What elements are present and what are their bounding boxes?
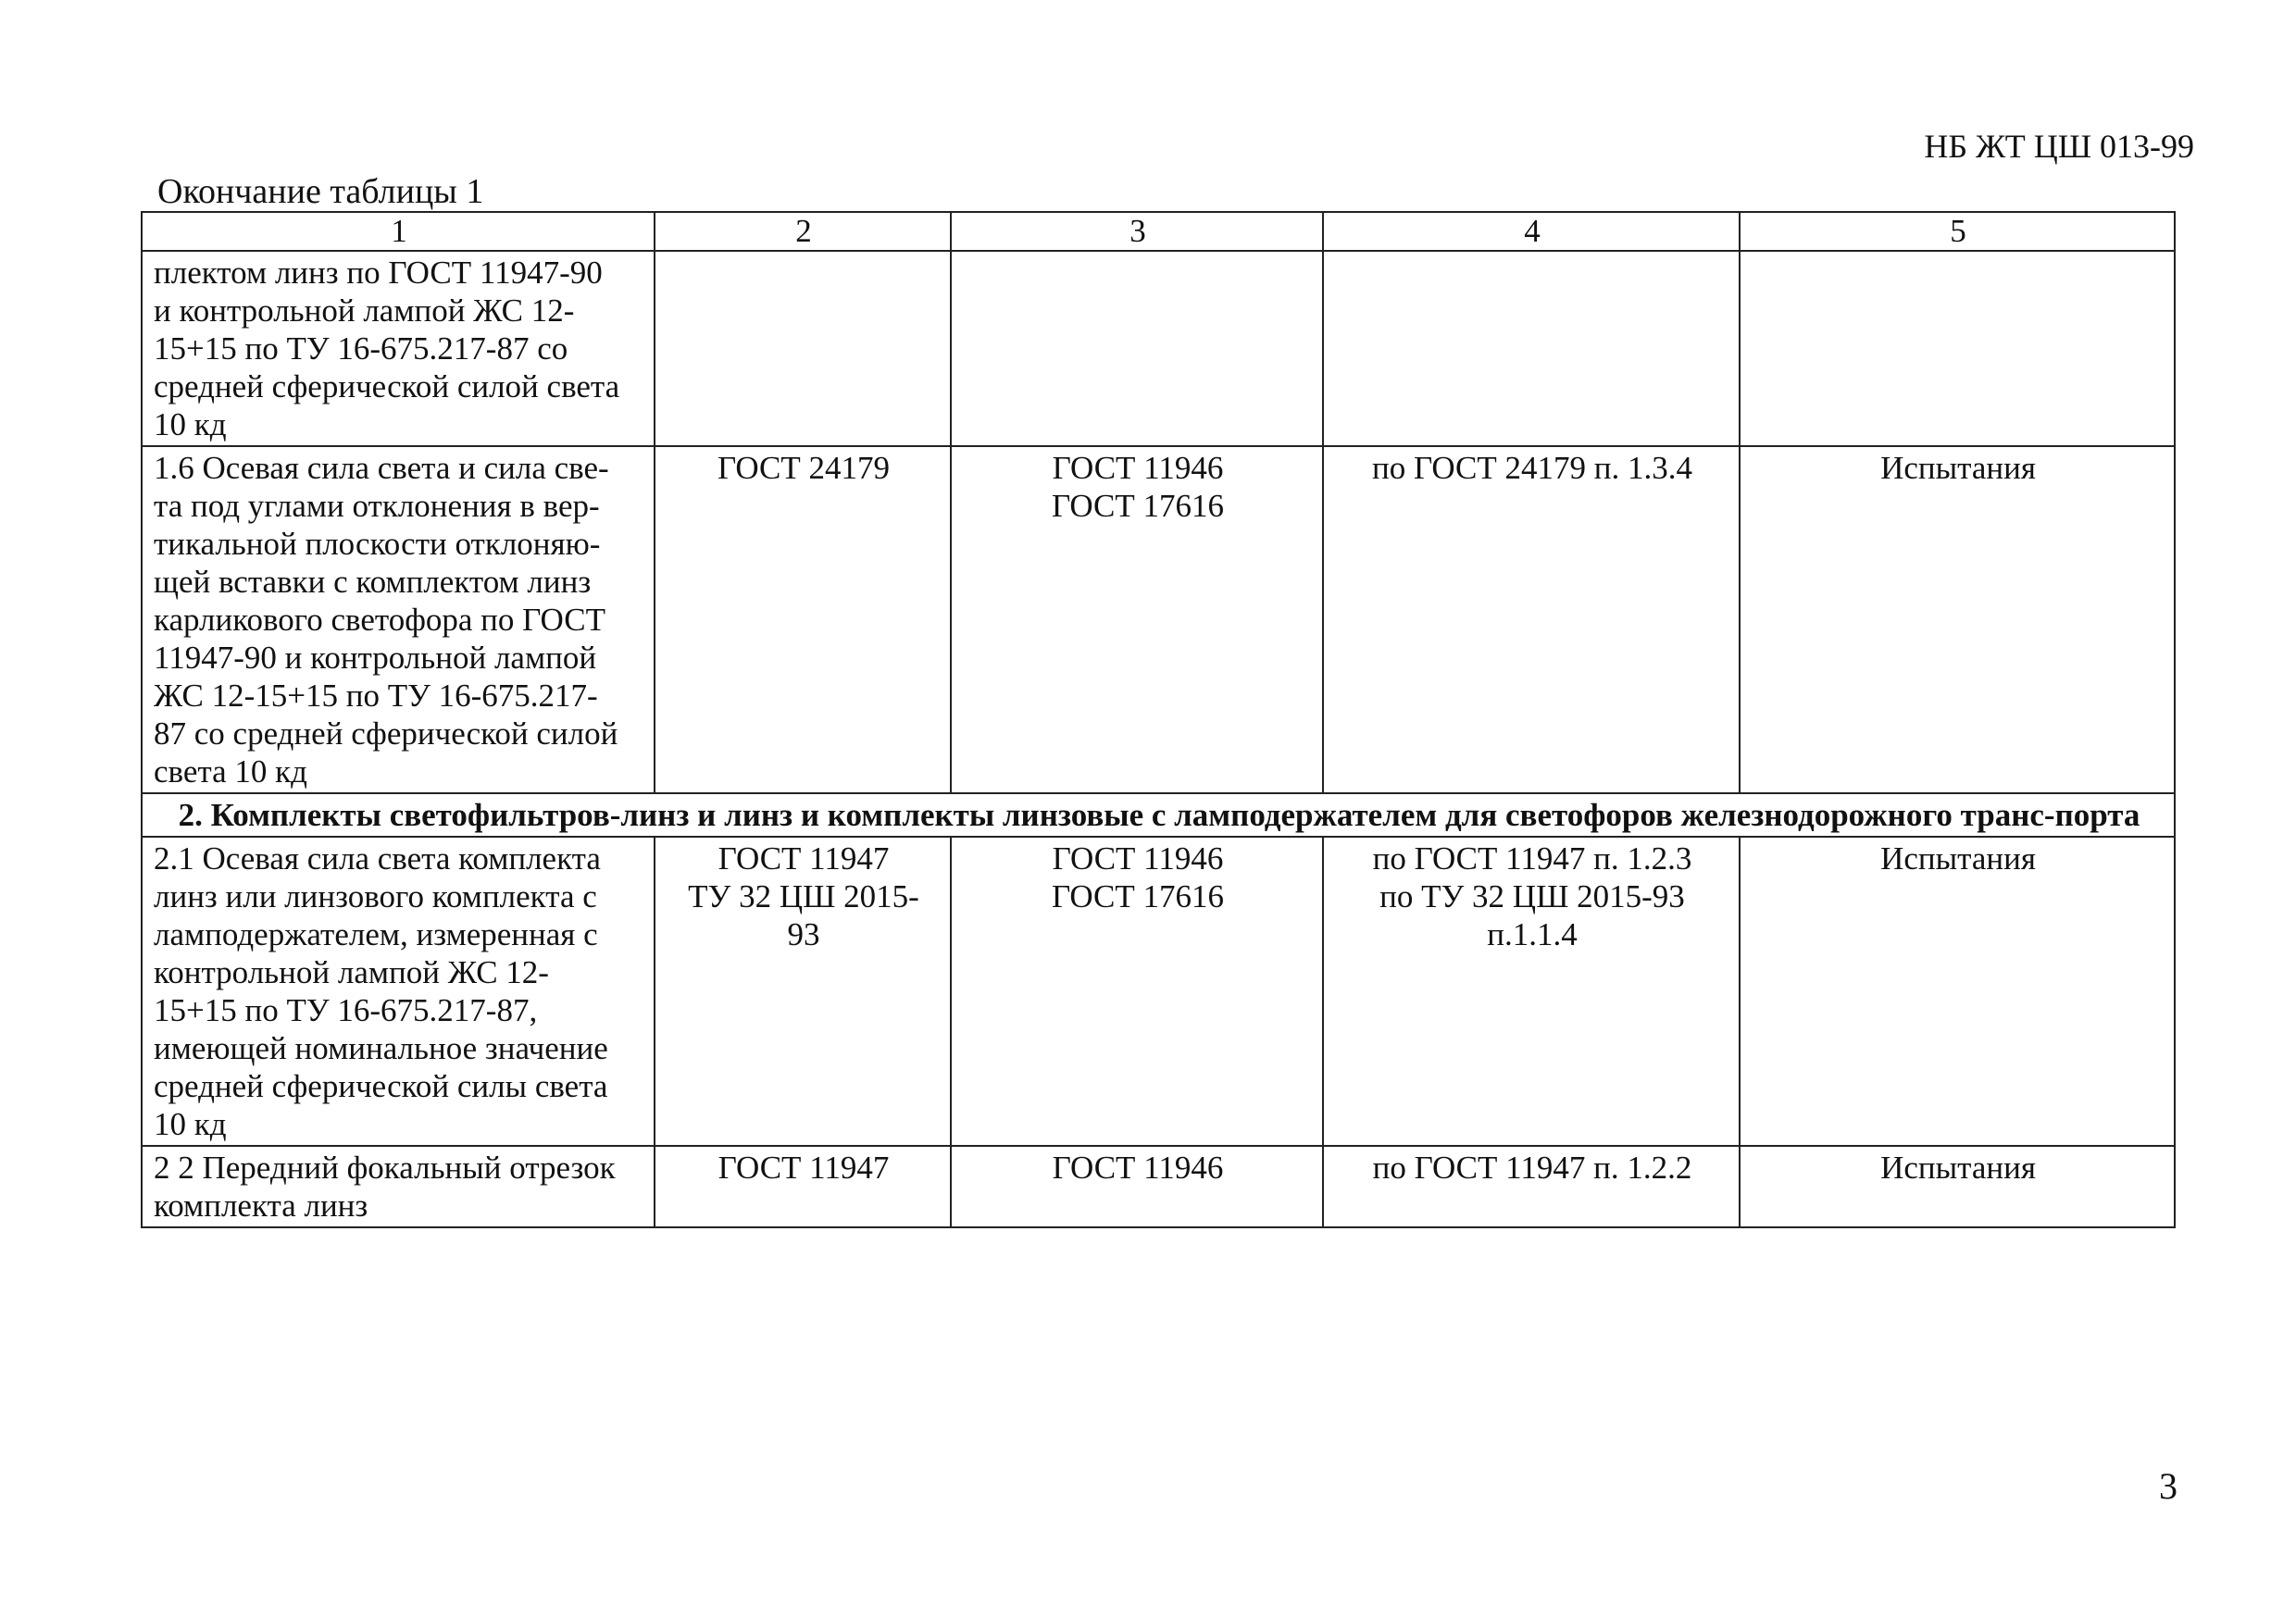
text-line: ламподержателем, измеренная с	[154, 916, 598, 952]
text-line: 11947-90 и контрольной лампой	[154, 640, 597, 676]
table-row	[142, 837, 2175, 1146]
text-line: 15+15 по ТУ 16-675.217-87,	[154, 992, 538, 1028]
text-line: света 10 кд	[154, 753, 307, 790]
text-line: плектом линз по ГОСТ 11947-90	[154, 255, 603, 291]
normative-doc-cell	[655, 1146, 951, 1227]
requirement-cell	[1323, 1146, 1740, 1227]
text-line: и контрольной лампой ЖС 12-	[154, 292, 575, 329]
test-method-cell	[951, 1146, 1323, 1227]
text-line: ГОСТ 11946	[1052, 840, 1224, 877]
document-code: НБ ЖТ ЦШ 013-99	[1924, 128, 2194, 165]
column-number: 5	[1740, 212, 2175, 251]
normative-doc-cell	[655, 251, 951, 446]
characteristic-cell	[142, 446, 655, 793]
column-number: 1	[142, 212, 655, 251]
characteristic-cell	[142, 251, 655, 446]
column-number: 2	[655, 212, 951, 251]
table-row	[142, 251, 2175, 446]
control-type-cell	[1740, 837, 2175, 1146]
text-line: Испытания	[1880, 840, 2036, 877]
control-type-cell	[1740, 251, 2175, 446]
text-line: тикальной плоскости отклоняю-	[154, 526, 601, 562]
control-type-cell	[1740, 1146, 2175, 1227]
text-line: Испытания	[1880, 450, 2036, 486]
text-line: ГОСТ 11947	[718, 1150, 890, 1186]
text-line: ГОСТ 11947	[718, 840, 890, 877]
text-line: 10 кд	[154, 406, 227, 442]
specification-table	[141, 211, 2176, 1228]
characteristic-cell	[142, 837, 655, 1146]
text-line: ЖС 12-15+15 по ТУ 16-675.217-	[154, 678, 598, 714]
text-line: ГОСТ 17616	[1051, 488, 1225, 524]
text-line: ТУ 32 ЦШ 2015-	[688, 878, 919, 914]
text-line: карликового светофора по ГОСТ	[154, 602, 605, 638]
text-line: п.1.1.4	[1487, 916, 1578, 952]
text-line: по ГОСТ 11947 п. 1.2.2	[1372, 1150, 1692, 1186]
text-line: щей вставки с комплектом линз	[154, 564, 592, 600]
table-caption: Окончание таблицы 1	[157, 172, 484, 211]
table-row	[142, 1146, 2175, 1227]
characteristic-cell	[142, 1146, 655, 1227]
section-row	[142, 793, 2175, 837]
text-line: комплекта линз	[154, 1188, 368, 1224]
test-method-cell	[951, 251, 1323, 446]
text-line: по ГОСТ 24179 п. 1.3.4	[1371, 450, 1692, 486]
text-line: средней сферической силой света	[154, 368, 620, 404]
column-number: 4	[1323, 212, 1740, 251]
table-row	[142, 446, 2175, 793]
normative-doc-cell	[655, 837, 951, 1146]
text-line: 15+15 по ТУ 16-675.217-87 со	[154, 330, 568, 367]
test-method-cell	[951, 837, 1323, 1146]
requirement-cell	[1323, 446, 1740, 793]
text-line: средней сферической силы света	[154, 1068, 608, 1104]
text-line: ГОСТ 11946	[1052, 1150, 1224, 1186]
text-line: 87 со средней сферической силой	[154, 715, 618, 752]
text-line: ГОСТ 24179	[717, 450, 891, 486]
text-line: ГОСТ 11946	[1052, 450, 1224, 486]
control-type-cell	[1740, 446, 2175, 793]
column-number-row	[142, 212, 2175, 251]
requirement-cell	[1323, 251, 1740, 446]
column-number: 3	[951, 212, 1323, 251]
text-line: по ГОСТ 11947 п. 1.2.3	[1372, 840, 1692, 877]
text-line: контрольной лампой ЖС 12-	[154, 954, 549, 990]
text-line: Испытания	[1880, 1150, 2036, 1186]
text-line: по ТУ 32 ЦШ 2015-93	[1379, 878, 1685, 914]
test-method-cell	[951, 446, 1323, 793]
text-line: та под углами отклонения в вер-	[154, 488, 600, 524]
text-line: линз или линзового комплекта с	[154, 878, 597, 914]
normative-doc-cell	[655, 446, 951, 793]
page-number: 3	[2159, 1465, 2177, 1507]
text-line: 2.1 Осевая сила света комплекта	[154, 840, 601, 877]
section-title: 2. Комплекты светофильтров-линз и линз и комплекты линзовые с ламподержателем для светофоров железнодорожного транс-порта	[142, 793, 2175, 837]
requirement-cell	[1323, 837, 1740, 1146]
text-line: ГОСТ 17616	[1051, 878, 1225, 914]
text-line: 10 кд	[154, 1106, 227, 1142]
text-line: 1.6 Осевая сила света и сила све-	[154, 450, 609, 486]
text-line: имеющей номинальное значение	[154, 1030, 608, 1066]
text-line: 2 2 Передний фокальный отрезок	[154, 1150, 616, 1186]
text-line: 93	[787, 916, 820, 952]
